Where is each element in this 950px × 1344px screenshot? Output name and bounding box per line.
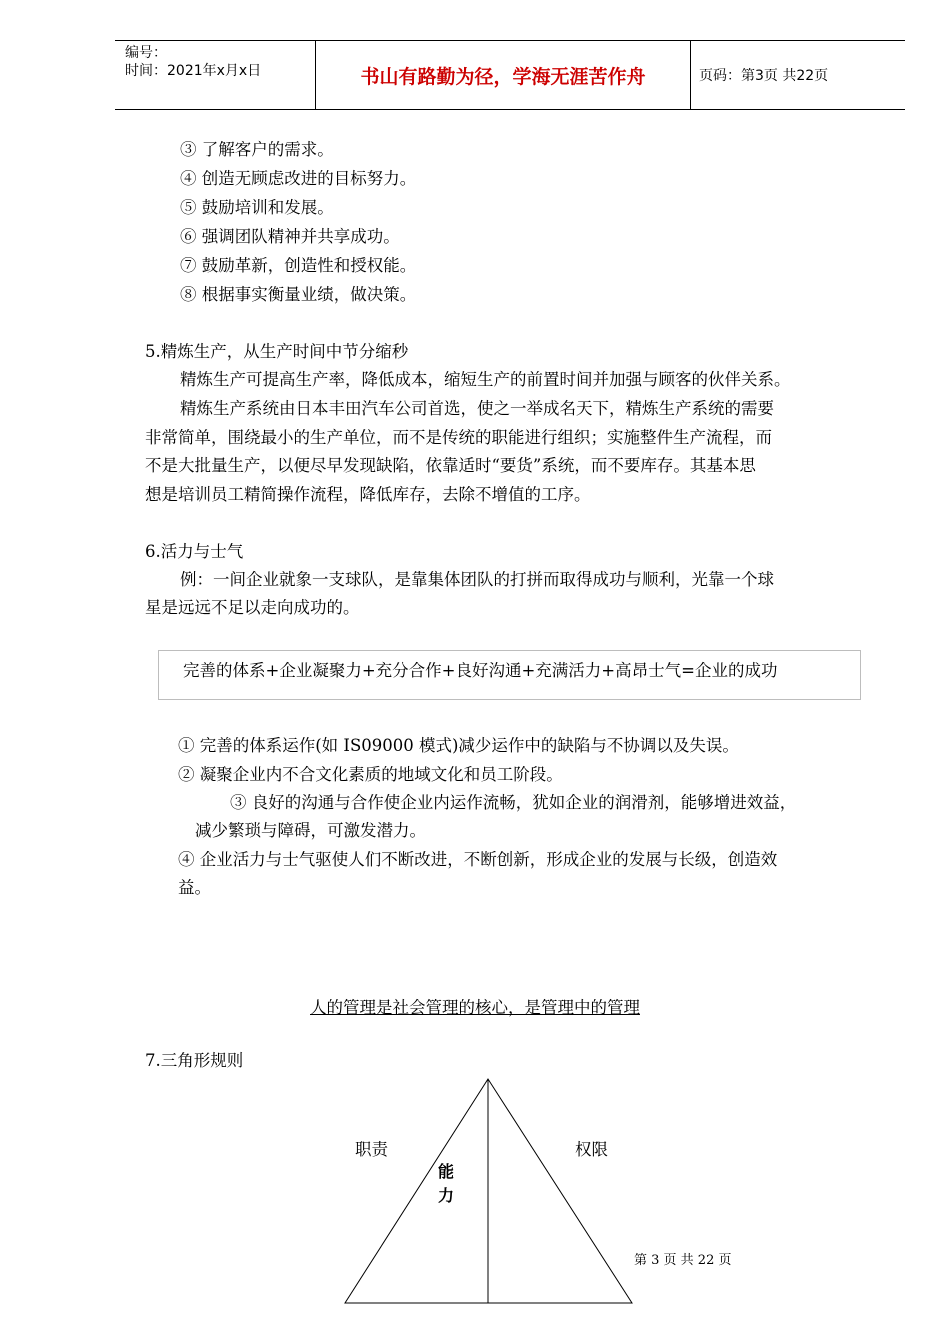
list-item: ⑧ 根据事实衡量业绩，做决策。 — [180, 285, 417, 304]
formula-text: 完善的体系+企业凝聚力+充分合作+良好沟通+充满活力+高昂士气=企业的成功 — [183, 661, 778, 680]
time-label: 时间：2021年x月x日 — [125, 63, 262, 79]
list-item: ③ 了解客户的需求。 — [180, 140, 334, 159]
list-item: ④ 创造无顾虑改进的目标努力。 — [180, 169, 417, 188]
list-item: ④ 企业活力与士气驱使人们不断改进，不断创新，形成企业的发展与长级，创造效 — [178, 850, 778, 869]
paragraph-line: 想是培训员工精简操作流程，降低库存，去除不增值的工序。 — [145, 485, 591, 504]
paragraph-line: 非常简单，围绕最小的生产单位，而不是传统的职能进行组织；实施整件生产流程，而 — [145, 428, 772, 447]
list-item-continued: 减少繁琐与障碍，可激发潜力。 — [195, 821, 426, 840]
paragraph-line: 精炼生产可提高生产率，降低成本，缩短生产的前置时间并加强与顾客的伙伴关系。 — [180, 370, 791, 389]
section5-title: 5.精炼生产，从生产时间中节分缩秒 — [145, 342, 409, 361]
paragraph-line: 星是远远不足以走向成功的。 — [145, 598, 360, 617]
triangle-right-label: 权限 — [575, 1140, 608, 1159]
triangle-left-label: 职责 — [355, 1140, 388, 1159]
list-item: ② 凝聚企业内不合文化素质的地域文化和员工阶段。 — [178, 765, 563, 784]
paragraph-line: 例：一间企业就象一支球队，是靠集体团队的打拼而取得成功与顺利，光靠一个球 — [180, 570, 774, 589]
header-motto: 书山有路勤为径，学海无涯苦作舟 — [315, 41, 691, 109]
page-footer: 第 3 页 共 22 页 — [634, 1253, 732, 1268]
list-item: ⑤ 鼓励培训和发展。 — [180, 198, 334, 217]
center-title: 人的管理是社会管理的核心，是管理中的管理 — [310, 998, 640, 1017]
list-item: ⑥ 强调团队精神并共享成功。 — [180, 227, 400, 246]
list-item: ⑦ 鼓励革新，创造性和授权能。 — [180, 256, 417, 275]
list-item: ① 完善的体系运作(如 IS09000 模式)减少运作中的缺陷与不协调以及失误。 — [178, 736, 739, 755]
list-item: ③ 良好的沟通与合作使企业内运作流畅，犹如企业的润滑剂，能够增进效益， — [230, 793, 797, 812]
section7-title: 7.三角形规则 — [145, 1051, 244, 1070]
triangle-center-label — [438, 1160, 460, 1208]
list-item-continued: 益。 — [178, 878, 211, 897]
section6-title: 6.活力与士气 — [145, 542, 244, 561]
triangle-center-label-1: 能 — [438, 1162, 455, 1181]
paragraph-line: 不是大批量生产，以便尽早发现缺陷，依靠适时“要货”系统，而不要库存。其基本思 — [145, 456, 756, 475]
triangle-center-label-2: 力 — [438, 1186, 455, 1205]
paragraph-line: 精炼生产系统由日本丰田汽车公司首选，使之一举成名天下，精炼生产系统的需要 — [180, 399, 774, 418]
serial-label: 编号： — [125, 45, 167, 61]
header-page-info: 页码：第3页 共22页 — [699, 68, 829, 84]
